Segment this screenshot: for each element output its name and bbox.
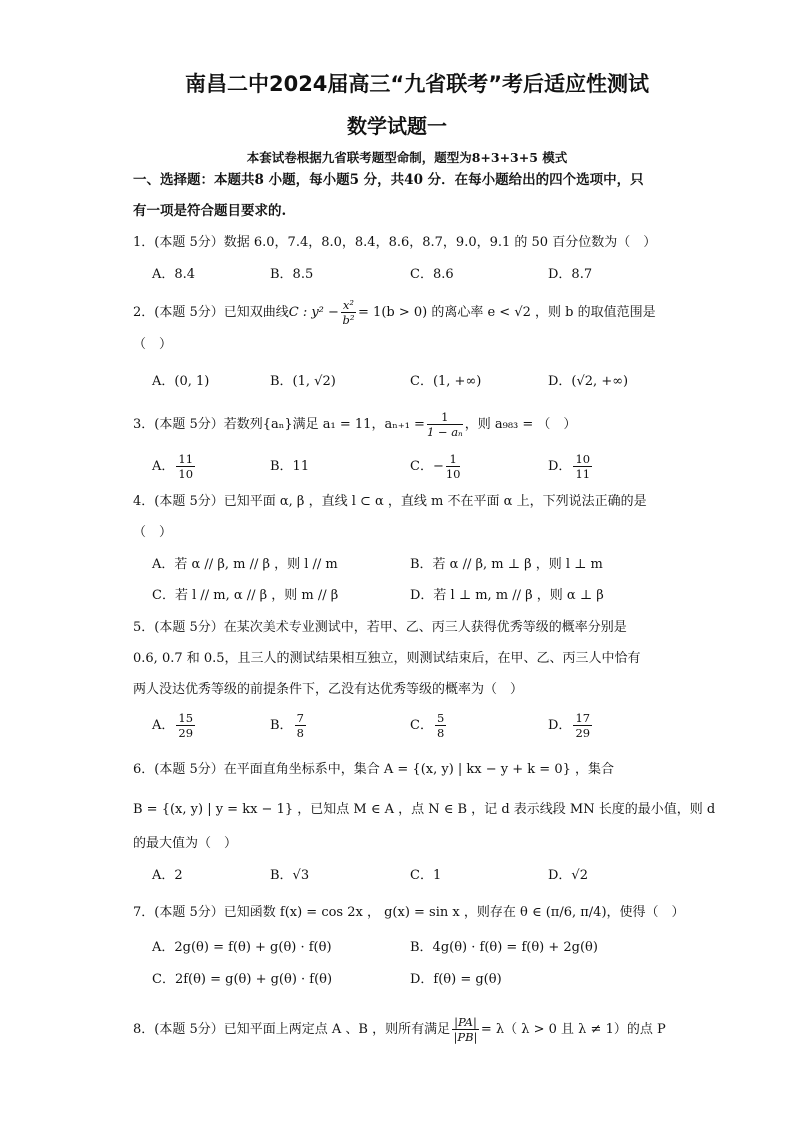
q5-d-frac [573,711,592,740]
q2-fraction [341,298,356,327]
q8-stem-a: 8．(本题 5分）已知平面上两定点 A 、B ，则所有满足 [133,1022,451,1037]
q3-d-num: 10 [575,452,591,466]
q5-b-den: 8 [296,726,304,740]
q5-c-label: C． [410,718,433,733]
exam-note: 本套试卷根据九省联考题型命制，题型为8+3+3+5 模式 [246,150,568,165]
q2-option-d: D．(√2, +∞) [548,374,629,389]
q2-frac-den: b² [342,313,355,327]
q3-c-label: C．− [410,459,444,474]
q1-option-b: B．8.5 [270,267,314,282]
q2-curve: C : y² − [288,305,339,320]
q7-option-c: C．2f(θ) = g(θ) + g(θ) · f(θ) [152,972,333,987]
q7-stem-b: ，使得（ ） [606,905,685,920]
q5-c-num: 5 [436,711,445,725]
q3-option-d [548,452,594,481]
section1-heading-cont: 有一项是符合题目要求的. [133,203,287,219]
q8-stem-b: = λ（ λ > 0 且 λ ≠ 1）的点 P [480,1022,666,1037]
q6-option-a: A．2 [152,868,183,883]
q3-stem [133,410,576,439]
q3-option-a [152,452,197,481]
q2-paren: （ ） [133,337,173,352]
q3-a-frac [176,452,195,481]
q3-stem-a: 3．(本题 5分）若数列{aₙ}满足 a₁ = 11，aₙ₊₁ = [133,417,425,432]
q5-a-den: 29 [178,726,194,740]
q4-paren: （ ） [133,525,173,540]
q3-stem-b: ，则 a₉₈₃ = （ ） [464,417,577,432]
q3-option-c [410,452,462,481]
q2-option-a: A．(0, 1) [152,374,210,389]
q7-stem-a: 7．(本题 5分）已知函数 f(x) = cos 2x ， g(x) = sin x ，则存在 θ ∈ [133,905,542,920]
q6-line3: 的最大值为（ ） [133,836,238,851]
q3-c-frac [446,452,461,481]
q5-line1: 5．(本题 5分）在某次美术专业测试中，若甲、乙、丙三人获得优秀等级的概率分别是 [133,620,627,635]
q5-d-label: D． [548,718,572,733]
q8-frac-den: |PB| [453,1030,478,1044]
q3-d-label: D． [548,459,572,474]
q3-c-num: 1 [446,452,461,467]
q5-a-frac [176,711,195,740]
q3-a-label: A． [152,459,175,474]
q4-option-a: A．若 α // β, m // β ，则 l // m [152,557,338,572]
q5-c-den: 8 [436,726,445,740]
q2-option-c: C．(1, +∞) [410,374,482,389]
q5-option-b [270,711,308,740]
q6-option-b: B．√3 [270,868,310,883]
q3-fraction [427,410,463,439]
q6-line2: B = {(x, y) | y = kx − 1} ，已知点 M ∈ A ，点 N ∈ B ，记 d 表示线段 MN 长度的最小值，则 d [133,802,716,817]
q5-c-frac [435,711,446,740]
q8-stem [133,1015,666,1044]
q5-line2: 0.6, 0.7 和 0.5，且三人的测试结果相互独立，则测试结束后，在甲、乙、丙三人中恰有 [133,651,641,666]
q7-option-a: A．2g(θ) = f(θ) + g(θ) · f(θ) [152,940,332,955]
q5-d-num: 17 [575,711,591,725]
q6-line1: 6．(本题 5分）在平面直角坐标系中，集合 A = {(x, y) | kx − y + k = 0} ，集合 [133,762,615,777]
q5-option-a [152,711,197,740]
q5-option-d [548,711,594,740]
q5-a-num: 15 [178,711,194,725]
q2-stem-a: 2．(本题 5分）已知双曲线 [133,305,289,320]
q3-option-b: B．11 [270,459,310,474]
q3-a-num: 11 [178,452,194,466]
q7-option-d: D．f(θ) = g(θ) [410,972,502,987]
q5-option-c [410,711,448,740]
q2-stem [133,298,656,327]
q5-b-num: 7 [296,711,304,725]
q1-option-c: C．8.6 [410,267,454,282]
q2-option-b: B．(1, √2) [270,374,336,389]
q5-line3: 两人没达优秀等级的前提条件下，乙没有达优秀等级的概率为（ ） [133,682,524,697]
q3-a-den: 10 [178,467,194,481]
q3-frac-num: 1 [427,410,463,425]
q7-option-b: B．4g(θ) · f(θ) = f(θ) + 2g(θ) [410,940,598,955]
q6-option-c: C．1 [410,868,442,883]
q7-stem [133,903,685,923]
q4-option-d: D．若 l ⊥ m, m // β ，则 α ⊥ β [410,588,604,603]
q7-interval: (π/6, π/4) [545,905,607,920]
q3-frac-den: 1 − aₙ [426,425,463,439]
q5-b-frac [295,711,306,740]
q3-d-frac [573,452,592,481]
q3-c-den: 10 [445,467,461,481]
exam-title: 南昌二中2024届高三“九省联考”考后适应性测试 [184,72,650,96]
q6-option-d: D．√2 [548,868,588,883]
q3-d-den: 11 [575,467,591,481]
q5-a-label: A． [152,718,175,733]
q1-option-a: A．8.4 [152,267,196,282]
q8-fraction [452,1015,479,1044]
q4-stem: 4．(本题 5分）已知平面 α, β ，直线 l ⊂ α ，直线 m 不在平面 α 上，下列说法正确的是 [133,494,647,509]
q5-d-den: 29 [575,726,591,740]
section1-heading: 一、选择题：本题共8 小题，每小题5 分，共40 分．在每小题给出的四个选项中，只 [133,172,644,188]
q8-frac-num: |PA| [454,1015,477,1029]
q1-stem: 1．(本题 5分）数据 6.0，7.4，8.0，8.4，8.6，8.7，9.0，9.1 的 50 百分位数为（ ） [133,235,657,250]
q2-stem-b: = 1(b > 0) 的离心率 e < √2 ，则 b 的取值范围是 [358,305,656,320]
q1-option-d: D．8.7 [548,267,593,282]
q2-frac-num: x² [342,298,355,312]
q4-option-c: C．若 l // m, α // β ，则 m // β [152,588,339,603]
q5-b-label: B． [270,718,293,733]
q4-option-b: B．若 α // β, m ⊥ β ，则 l ⊥ m [410,557,603,572]
exam-subtitle: 数学试题一 [347,114,447,138]
